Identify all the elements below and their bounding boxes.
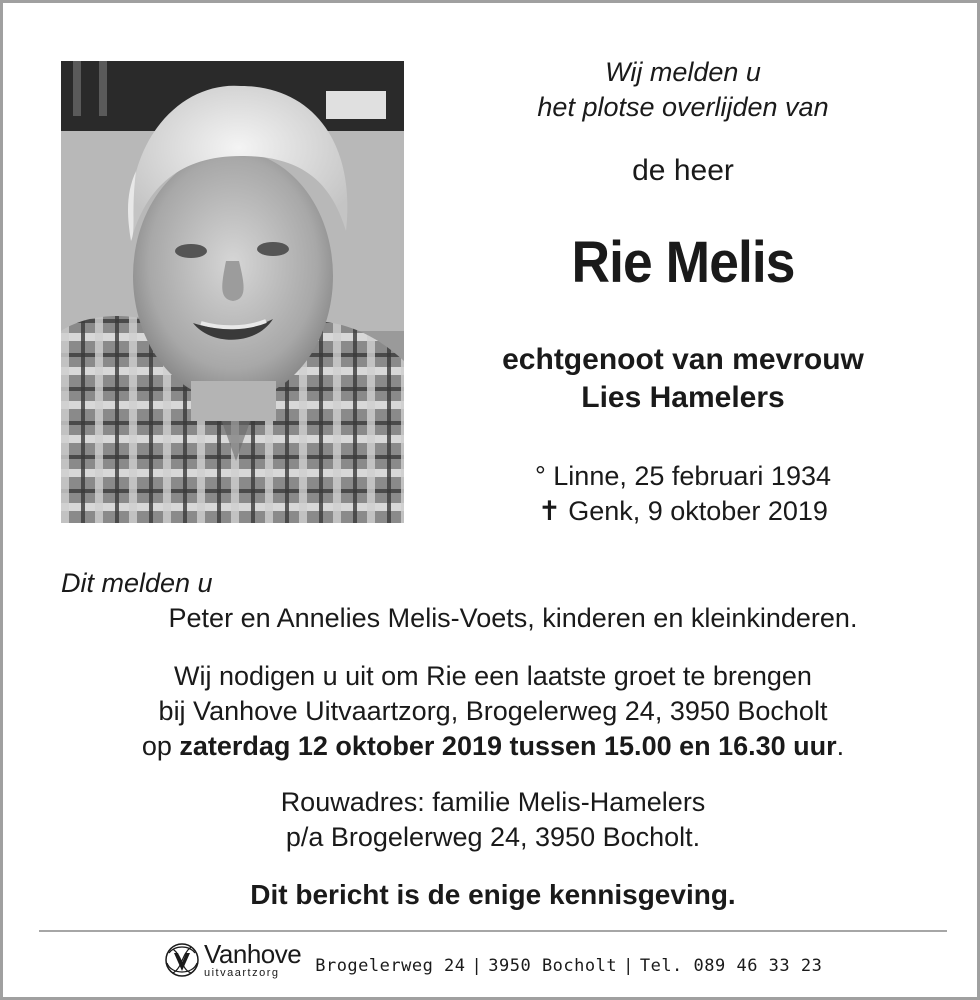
footer-street: Brogelerweg 24 [315,956,466,976]
spouse-line-1: echtgenoot van mevrouw [502,343,864,376]
portrait-photo [61,61,404,523]
announced-by-label: Dit melden u [61,568,213,598]
intro-line-2: het plotse overlijden van [537,92,829,122]
spouse-line-2: Lies Hamelers [581,381,785,414]
death-date: ✝ Genk, 9 oktober 2019 [538,496,828,526]
invitation-suffix: . [836,731,845,761]
footer-phone: Tel. 089 46 33 23 [639,956,823,976]
invitation-line-2: bij Vanhove Uitvaartzorg, Brogelerweg 24, 3950 Bocholt [158,696,828,726]
birth-date: ° Linne, 25 februari 1934 [534,461,831,491]
logo-name: Vanhove [204,939,302,969]
vanhove-logo [163,941,301,979]
invitation-line-1: Wij nodigen u uit om Rie een laatste groet te brengen [174,661,812,691]
footer-separator: | [623,956,634,976]
intro-text [423,55,943,125]
footer-city: 3950 Bocholt [488,956,618,976]
footer-divider [39,930,947,932]
invitation [3,659,980,764]
invitation-datetime: zaterdag 12 oktober 2019 tussen 15.00 en 16.30 uur [179,731,837,761]
deceased-name: Rie Melis [571,230,795,295]
vanhove-emblem-icon [163,941,201,979]
spouse-info [423,341,943,417]
footer [163,937,822,983]
mourning-address-line-1: Rouwadres: familie Melis-Hamelers [280,787,706,817]
invitation-line-3 [3,729,980,764]
salutation: de heer [632,154,734,187]
footer-contact [315,956,822,976]
invitation-prefix: op [141,731,180,761]
sole-notice: Dit bericht is de enige kennisgeving. [250,879,736,910]
mourning-address-line-2: p/a Brogelerweg 24, 3950 Bocholt. [285,822,701,852]
life-dates [423,459,943,529]
mourning-address [3,785,980,855]
intro-line-1: Wij melden u [605,57,761,87]
announced-by-names: Peter en Annelies Melis-Voets, kinderen en kleinkinderen. [168,603,858,633]
footer-separator: | [471,956,483,976]
logo-subtitle: uitvaartzorg [204,967,280,979]
